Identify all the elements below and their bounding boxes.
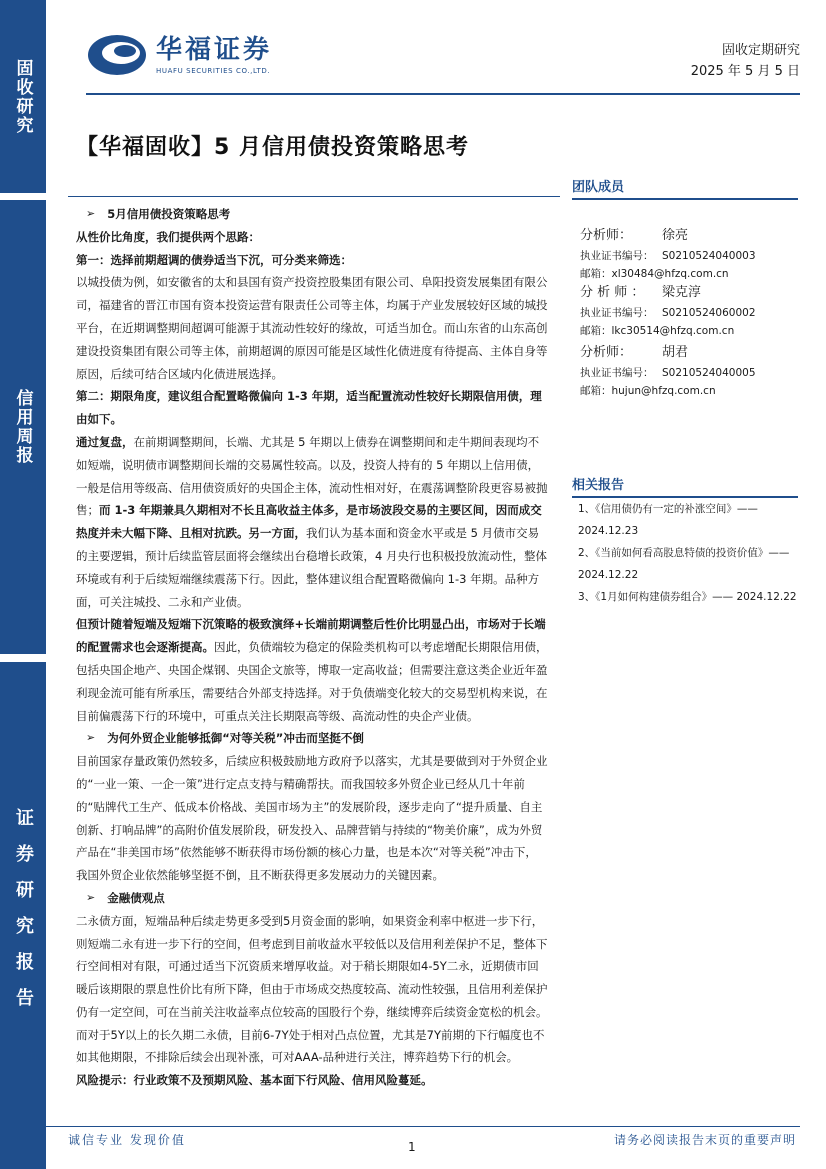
paragraph-emphasis: 但预计随着短端及短端下沉策略的极致演绎+长端前期调整后性价比明显凸出，市场对于长端的配置需求也会逐渐提高。 [76,617,546,655]
footer-disclaimer-note: 请务必阅读报告末页的重要声明 [613,1133,796,1147]
section-heading-text: 金融债观点 [107,890,165,905]
related-reports-list [578,498,800,608]
related-report-link[interactable]: 1、《信用债仍有一定的补涨空间》—— 2024.12.23 [578,503,758,537]
sidebar-category-label: 固收研究 [12,58,33,135]
team-heading: 团队成员 [572,176,798,200]
related-reports-heading: 相关报告 [572,474,798,498]
cert-number: S0210524060002 [662,307,756,319]
paragraph: 第二：期限角度，建议组合配置略微偏向 1-3 年期，适当配置流动性较好长期限信用债，理由如下。 [76,389,542,427]
paragraph [76,431,548,613]
logo-name-en: HUAFU SECURITIES CO.,LTD. [156,67,271,75]
analyst-email[interactable]: hujun@hfzq.com.cn [611,385,716,397]
paragraph-text: 我们认为基本面和资金水平或是 5 月债市交易的主要逻辑，预计后续监管层面将会继续出台稳增长政策，4 月央行也积极投放流动性，整体环境或有利于后续短端继续震荡下行。因此，整体建议组合配置略微偏向 1-3 年期。品种方面，可关注城投、二永和产业债。 [76,526,547,609]
section-heading [76,887,548,910]
analyst-email[interactable]: lkc30514@hfzq.com.cn [611,325,735,337]
section-heading-text: 5月信用债投资策略思考 [107,207,231,221]
report-category: 固收定期研究 [721,43,800,58]
report-title: 【华福固收】5 月信用债投资策略思考 [76,135,469,160]
cert-label: 执业证书编号： [580,307,654,319]
logo-name-cn: 华福证券 [156,35,273,65]
analyst-role: 分析师： [580,228,633,243]
arrow-bullet-icon: ➢ [86,207,96,220]
report-meta [691,40,800,82]
paragraph: 二永债方面，短端品种后续走势更多受到5月资金面的影响，如果资金利率中枢进一步下行，则短端二永有进一步下行的空间，但考虑到目前收益水平较低以及信用利差保护不足，整体下行空间相对有限，可通过适当下沉资质来增厚收益。对于稍长期限如4-5Y二永，近期债市回暖后该期限的票息性价比有所下降，但由于市场成交热度较高、流动性较强，且信用利差保护仍有一定空间，可在当前关注收益率点位较高的国股行个券，继续博弈后续资金宽松的机会。而对于5Y以上的长久期二永债，目前6-7Y处于相对凸点位置，尤其是7Y前期的下行幅度也不如其他期限，不排除后续会出现补涨，可对AAA-品种进行关注，博弈趋势下行的机会。 [76,913,548,1065]
main-top-divider [68,196,560,197]
cert-label: 执业证书编号： [580,250,654,262]
paragraph [76,613,548,727]
header-divider [86,93,800,95]
analyst-card [580,283,800,340]
footer-divider [46,1126,800,1127]
paragraph: 以城投债为例，如安徽省的太和县国有资产投资控股集团有限公司、阜阳投资发展集团有限公司，福建省的晋江市国有资本投资运营有限责任公司等主体，均属于产业发展较好区域的城投平台，在近期调整期间超调可能源于其流动性较好的缘故，可适当加仓。而山东省的山东高创建设投资集团有限公司等主体，前期超调的原因可能是区域性化债进度有待提高、主体自身等原因，后续可结合区域内化债进展选择。 [76,275,548,381]
analyst-name: 徐亮 [662,228,689,243]
analyst-role: 分 析 师 ： [580,285,645,300]
cert-number: S0210524040005 [662,367,756,379]
risk-text: 行业政策不及预期风险、基本面下行风险、信用风险蔓延。 [133,1073,433,1088]
risk-warning [76,1069,548,1092]
paragraph: 目前国家存量政策仍然较多，后续应积极鼓励地方政府予以落实，尤其是要做到对于外贸企业的“一业一策、一企一策”进行定点支持与精确帮扶。而我国较多外贸企业已经从几十年前的“贴牌代工生产、低成本价格战、美国市场为主”的发展阶段，逐步走向了“提升质量、自主创新、打响品牌”的高附价值发展阶段，研发投入、品牌营销与持续的“物美价廉”，成为外贸产品在“非美国市场”依然能够不断获得市场份额的核心力量，也是本次“对等关税”冲击下，我国外贸企业依然能够坚挺不倒，且不断获得更多发展动力的关键因素。 [76,754,548,883]
email-label: 邮箱： [580,325,612,337]
paragraph: 第一：选择前期超调的债券适当下沉，可分类来筛选： [76,252,352,267]
analyst-role: 分析师： [580,345,633,360]
sidebar-category-block [0,0,46,193]
page-number: 1 [408,1140,416,1154]
paragraph-emphasis: 而 1-3 年期兼具久期相对不长且高收益主体多，是市场波段交易的主要区间，因而成交热度并未大幅下降、且相对抗跌。另一方面， [76,503,542,541]
main-content [76,203,548,1092]
sidebar-research-report-label: 证券研究报告 [13,807,34,1024]
analyst-card [580,343,800,400]
paragraph-lead: 通过复盘， [76,434,134,449]
report-date: 2025 年 5 月 5 日 [690,64,800,79]
footer-slogan: 诚信专业 发现价值 [68,1133,186,1147]
analyst-card [580,226,800,283]
paragraph-text: 因此，负债端较为稳定的保险类机构可以考虑增配长期限信用债，包括央国企地产、央国企煤钢、央国企文旅等，博取一定高收益；但需要注意这类企业近年盈利现金流可能有所承压，需要结合外部支持选择。对于负债端变化较大的交易型机构来说，在目前偏震荡下行的环境中，可重点关注长期限高等级、高流动性的央企产业债。 [76,640,548,723]
company-logo [86,32,272,78]
section-heading-text: 为何外贸企业能够抵御“对等关税”冲击而坚挺不倒 [107,731,364,746]
arrow-bullet-icon: ➢ [86,890,96,904]
sidebar-report-type-label: 信用周报 [12,389,33,465]
email-label: 邮箱： [580,268,612,280]
cert-number: S0210524040003 [662,250,756,262]
related-report-link[interactable]: 3、《1月如何构建债券组合》—— 2024.12.22 [578,591,797,603]
analyst-name: 胡君 [662,345,689,360]
analyst-email[interactable]: xl30484@hfzq.com.cn [611,268,729,280]
sidebar-report-type-block [0,200,46,654]
section-heading [76,203,548,226]
section-heading [76,727,548,750]
logo-mark-icon [86,32,148,78]
sidebar-research-report-block [0,662,46,1169]
risk-label: 风险提示： [76,1073,134,1088]
paragraph: 从性价比角度，我们提供两个思路： [76,229,260,244]
paragraph-text: 在前期调整期间，长端、尤其是 5 年期以上债券在调整期间和走牛期间表现均不如短端，说明债市调整期间长端的交易属性较高。以及，投资人持有的 5 年期以上信用债，一般是信用等级高、信用债资质好的央国企主体，流动性相对好，在震荡调整阶段更容易被抛售； [76,434,548,518]
related-report-link[interactable]: 2、《当前如何看高股息特债的投资价值》——2024.12.22 [578,547,790,581]
email-label: 邮箱： [580,385,612,397]
arrow-bullet-icon: ➢ [86,731,96,745]
cert-label: 执业证书编号： [580,367,654,379]
analyst-name: 梁克淳 [662,285,702,300]
